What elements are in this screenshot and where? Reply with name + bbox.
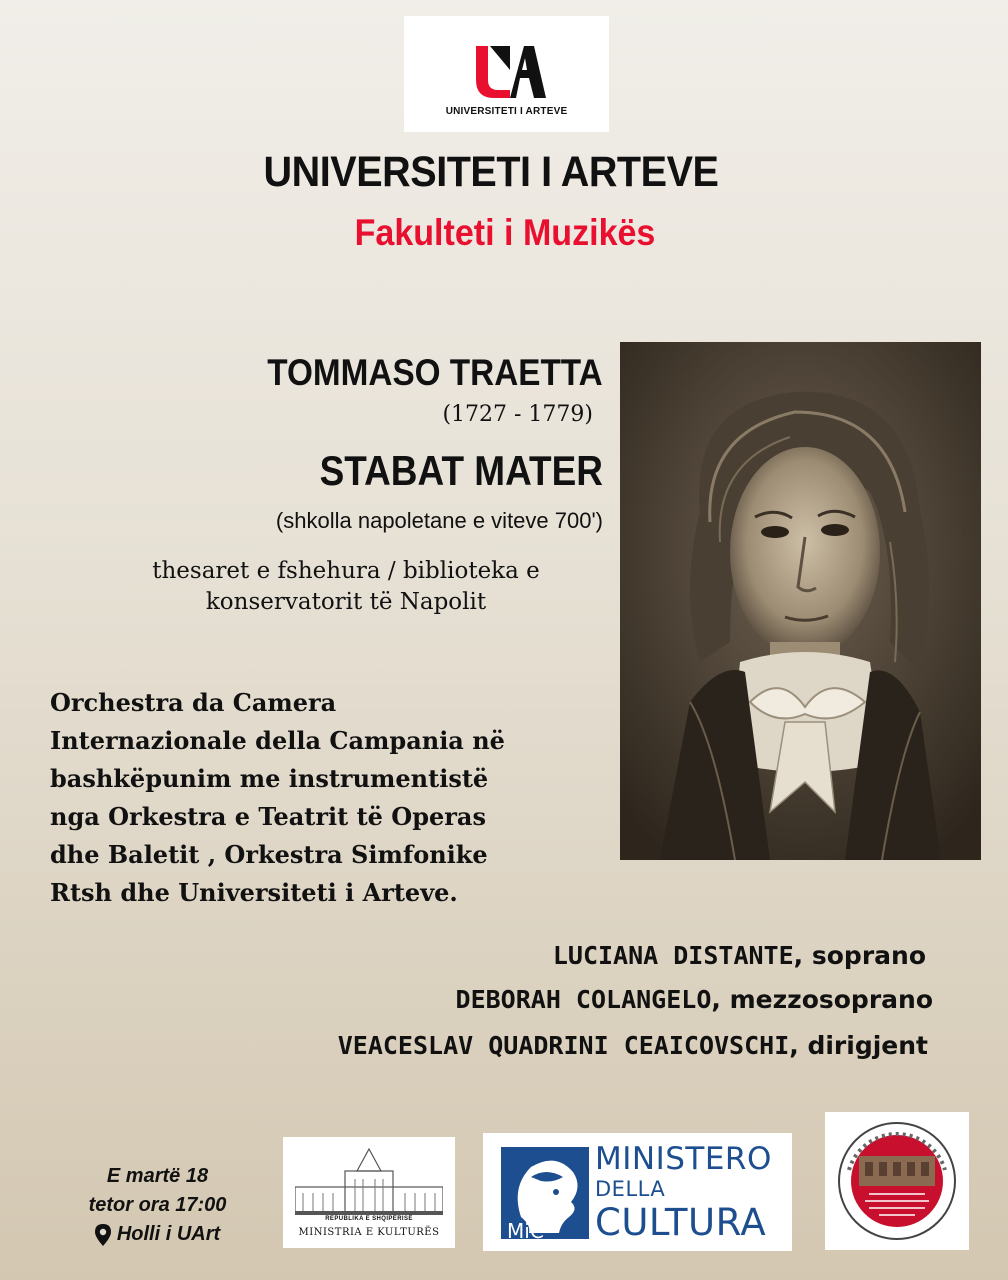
- orchestra-line: Internazionale della Campania në: [50, 726, 505, 755]
- mic-word-cultura: CULTURA: [595, 1201, 767, 1244]
- ministria-kultures-logo: [283, 1137, 455, 1248]
- work-title: STABAT MATER: [319, 447, 603, 494]
- ministria-line2: MINISTRIA E KULTURËS: [298, 1227, 440, 1238]
- music-seal-icon: [835, 1120, 959, 1242]
- performer-role: , soprano: [793, 941, 926, 970]
- performer-name: VEACESLAV QUADRINI CEAICOVSCHI: [337, 1031, 790, 1060]
- ministry-building-icon: [295, 1147, 443, 1215]
- performer-conductor: [338, 1031, 928, 1061]
- ua-logo-mark-icon: [470, 42, 546, 100]
- mic-word-ministero: MINISTERO: [595, 1141, 772, 1177]
- orchestra-description: [50, 684, 570, 912]
- event-date-line: E martë 18: [106, 1165, 209, 1187]
- work-source-line: thesaret e fshehura / biblioteka e: [152, 558, 540, 584]
- event-time-line: tetor ora 17:00: [88, 1194, 227, 1216]
- mic-badge: MiC: [507, 1219, 544, 1243]
- work-school: (shkolla napoletane e viteve 700'): [275, 508, 603, 533]
- orchestra-line: Orchestra da Camera: [50, 688, 337, 717]
- mic-word-della: DELLA: [595, 1177, 666, 1201]
- ministero-della-cultura-logo: [483, 1133, 792, 1251]
- performer-name: LUCIANA DISTANTE: [552, 941, 794, 970]
- orchestra-line: Rtsh dhe Universiteti i Arteve.: [50, 878, 458, 907]
- event-info: [60, 1162, 255, 1249]
- work-source: [86, 556, 606, 618]
- performer-role: , dirigjent: [789, 1031, 928, 1060]
- composer-portrait: [620, 342, 981, 860]
- map-pin-icon: [95, 1224, 111, 1246]
- orchestra-line: bashkëpunim me instrumentistë: [50, 764, 489, 793]
- composer-name: TOMMASO TRAETTA: [267, 352, 603, 393]
- performer-soprano: [553, 941, 926, 971]
- music-association-logo: [825, 1112, 969, 1250]
- university-logo: [404, 16, 609, 132]
- orchestra-line: dhe Baletit , Orkestra Simfonike: [50, 840, 488, 869]
- composer-years: (1727 - 1779): [442, 402, 593, 427]
- event-location: [60, 1220, 255, 1249]
- work-source-line: konservatorit të Napolit: [205, 589, 487, 615]
- ministria-line1: REPUBLIKA E SHQIPËRISË: [325, 1216, 413, 1222]
- university-title: UNIVERSITETI I ARTEVE: [263, 148, 719, 196]
- faculty-title: Fakulteti i Muzikës: [354, 212, 656, 253]
- performer-mezzosoprano: [456, 985, 933, 1015]
- orchestra-line: nga Orkestra e Teatrit të Operas: [50, 802, 486, 831]
- performer-name: DEBORAH COLANGELO: [455, 985, 712, 1014]
- performer-role: , mezzosoprano: [711, 985, 933, 1014]
- event-location-text: Holli i UArt: [116, 1223, 221, 1245]
- logo-caption: UNIVERSITETI I ARTEVE: [445, 106, 568, 117]
